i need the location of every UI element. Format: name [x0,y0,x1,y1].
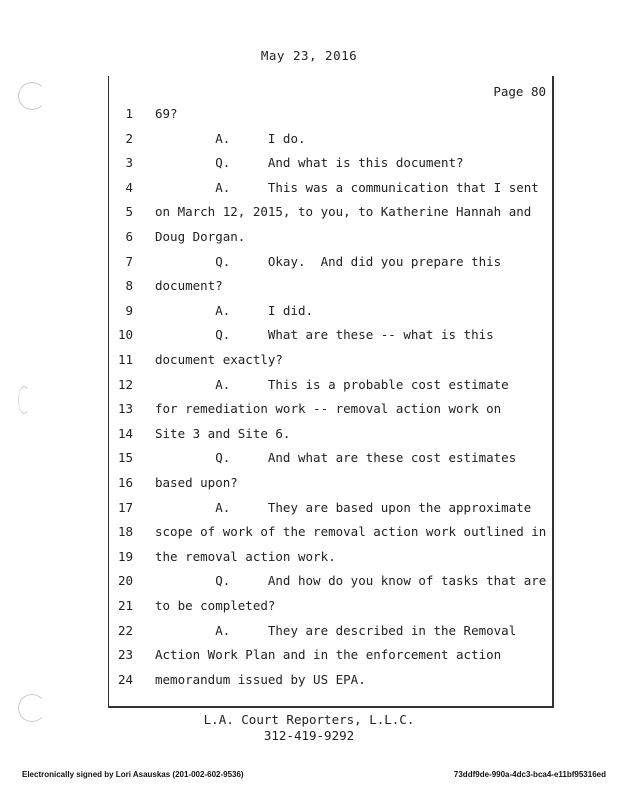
line-text: for remediation work -- removal action work on [155,401,502,417]
transcript-line [109,670,552,690]
transcript-line [109,129,552,149]
line-text: A. This was a communication that I sent [155,179,539,195]
line-text: A. I did. [155,302,314,318]
transcript-line [109,325,552,345]
page-number: Page 80 [493,84,546,99]
line-text: the removal action work. [155,548,336,564]
line-text: Q. And what are these cost estimates [155,450,517,466]
transcript-line [109,301,552,321]
transcript-line [109,571,552,591]
line-number: 14 [117,425,133,441]
transcript-line [109,202,552,222]
line-number: 9 [125,302,133,318]
line-number: 20 [117,573,133,589]
document-hash: 73ddf9de-990a-4dc3-bca4-e11bf95316ed [453,770,606,779]
line-text: document? [155,278,223,294]
line-text: A. This is a probable cost estimate [155,376,509,392]
transcript-line [109,153,552,173]
line-number: 15 [117,450,133,466]
transcript-line [109,399,552,419]
line-text: Q. And what is this document? [155,155,464,171]
line-text: memorandum issued by US EPA. [155,671,366,687]
line-text: A. They are based upon the approximate [155,499,532,515]
line-number: 2 [125,130,133,146]
reporter-company: L.A. Court Reporters, L.L.C. [203,712,415,727]
line-text: Action Work Plan and in the enforcement action [155,647,502,663]
line-number: 8 [125,278,133,294]
line-number: 11 [117,352,133,367]
reporter-phone: 312-419-9292 [263,728,355,743]
line-number: 21 [117,598,133,613]
transcript-line [109,104,552,124]
line-number: 4 [125,179,133,195]
line-number: 18 [117,524,133,540]
line-number: 24 [117,671,133,687]
line-number: 19 [117,548,133,564]
transcript-line [109,276,552,296]
transcript-line [109,498,552,518]
line-number: 23 [117,647,133,663]
line-number: 12 [117,376,133,392]
transcript-line [109,178,552,198]
transcript-line [109,645,552,665]
transcript-line [109,350,552,370]
line-text: A. I do. [155,130,306,146]
line-text: Site 3 and Site 6. [155,425,291,441]
transcript-date: May 23, 2016 [260,48,358,63]
line-number: 7 [125,253,133,269]
line-text: 69? [155,106,178,121]
line-text: document exactly? [155,352,283,367]
transcript-line [109,621,552,641]
line-number: 6 [125,229,133,244]
line-text: Doug Dorgan. [155,229,246,244]
line-text: Q. What are these -- what is this [155,327,494,343]
line-text: based upon? [155,475,238,490]
line-number: 10 [117,327,133,343]
line-number: 1 [125,106,133,121]
transcript-line [109,375,552,395]
line-number: 3 [125,155,133,171]
line-number: 16 [117,475,133,490]
line-text: A. They are described in the Removal [155,622,517,638]
transcript-line [109,448,552,468]
line-text: on March 12, 2015, to you, to Katherine Hannah and [155,204,532,220]
line-text: Q. And how do you know of tasks that are [155,573,547,589]
line-number: 13 [117,401,133,417]
line-number: 5 [125,204,133,220]
transcript-page-frame [108,76,554,708]
transcript-line [109,547,552,567]
line-text: scope of work of the removal action work outlined in [155,524,547,540]
transcript-line [109,522,552,542]
electronic-signature: Electronically signed by Lori Asauskas (201-002-602-9536) [22,770,244,779]
transcript-line [109,252,552,272]
line-text: Q. Okay. And did you prepare this [155,253,502,269]
punch-hole-top [18,82,46,110]
line-number: 17 [117,499,133,515]
punch-hole-middle [18,386,30,414]
transcript-line [109,227,552,247]
line-text: to be completed? [155,598,276,613]
transcript-line [109,424,552,444]
transcript-line [109,596,552,616]
transcript-line [109,473,552,493]
line-number: 22 [117,622,133,638]
